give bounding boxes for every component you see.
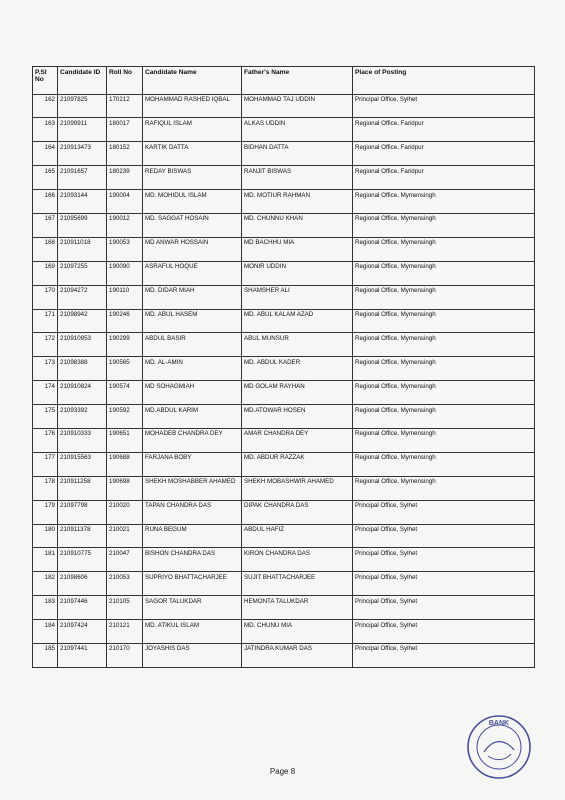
cell-candidate-id: 210911258 [58,476,107,500]
cell-candidate-id: 210911378 [58,524,107,548]
cell-candidate-id: 210913473 [58,142,107,166]
cell-roll-no: 210170 [107,643,143,667]
cell-father-name: AMAR CHANDRA DEY [242,428,353,452]
table-row [33,452,535,476]
table-row [33,94,535,118]
cell-place-of-posting: Regional Office, Faridpur [353,118,535,142]
header-sl: P.Sl No [33,67,58,95]
cell-candidate-name: MD. ABUL HASEM [143,309,242,333]
table-row [33,428,535,452]
cell-sl: 162 [33,94,58,118]
cell-candidate-name: MD. DIDAR MIAH [143,285,242,309]
table-row [33,596,535,620]
cell-candidate-id: 21094272 [58,285,107,309]
cell-father-name: MD. CHUNNU KHAN [242,213,353,237]
cell-candidate-id: 21093392 [58,405,107,429]
cell-candidate-name: KARTIK DATTA [143,142,242,166]
cell-place-of-posting: Regional Office, Mymensingh [353,476,535,500]
cell-sl: 179 [33,500,58,524]
cell-place-of-posting: Regional Office, Mymensingh [353,333,535,357]
cell-sl: 182 [33,572,58,596]
cell-place-of-posting: Principal Office, Sylhet [353,572,535,596]
cell-father-name: ALKAS UDDIN [242,118,353,142]
cell-father-name: ABUL MUNSUR [242,333,353,357]
header-roll-no: Roll No [107,67,143,95]
cell-candidate-name: MD. AL-AMIN [143,357,242,381]
cell-father-name: BIDHAN DATTA [242,142,353,166]
cell-father-name: HEMONTA TALUKDAR [242,596,353,620]
cell-place-of-posting: Regional Office, Faridpur [353,166,535,190]
cell-sl: 176 [33,428,58,452]
table-row [33,643,535,667]
cell-candidate-id: 21097798 [58,500,107,524]
cell-place-of-posting: Regional Office, Mymensingh [353,237,535,261]
table-row [33,237,535,261]
cell-father-name: MD BACHHU MIA [242,237,353,261]
table-row [33,309,535,333]
cell-roll-no: 190090 [107,261,143,285]
cell-candidate-name: RUNA BEGUM [143,524,242,548]
table-row [33,166,535,190]
cell-place-of-posting: Regional Office, Faridpur [353,142,535,166]
table-row [33,142,535,166]
cell-roll-no: 190651 [107,428,143,452]
cell-place-of-posting: Regional Office, Mymensingh [353,428,535,452]
cell-candidate-id: 21098606 [58,572,107,596]
cell-candidate-name: SAGOR TALUKDAR [143,596,242,620]
cell-sl: 185 [33,643,58,667]
cell-roll-no: 190004 [107,190,143,214]
cell-candidate-name: TAPAN CHANDRA DAS [143,500,242,524]
cell-father-name: ABDUL HAFIZ [242,524,353,548]
cell-father-name: MONIR UDDIN [242,261,353,285]
cell-candidate-name: BISHON CHANDRA DAS [143,548,242,572]
cell-place-of-posting: Principal Office, Sylhet [353,643,535,667]
cell-place-of-posting: Principal Office, Sylhet [353,620,535,644]
cell-place-of-posting: Regional Office, Mymensingh [353,190,535,214]
cell-roll-no: 180152 [107,142,143,166]
cell-candidate-name: SUPRIYO BHATTACHARJEE [143,572,242,596]
cell-sl: 168 [33,237,58,261]
table-row [33,118,535,142]
cell-sl: 169 [33,261,58,285]
cell-sl: 184 [33,620,58,644]
cell-father-name: SUJIT BHATTACHARJEE [242,572,353,596]
cell-sl: 167 [33,213,58,237]
cell-roll-no: 170212 [107,94,143,118]
cell-candidate-name: JOYASHIS DAS [143,643,242,667]
cell-sl: 163 [33,118,58,142]
cell-roll-no: 210105 [107,596,143,620]
cell-sl: 177 [33,452,58,476]
cell-candidate-name: MD SOHAGMIAH [143,381,242,405]
cell-father-name: DIPAK CHANDRA DAS [242,500,353,524]
cell-candidate-id: 21097424 [58,620,107,644]
cell-sl: 181 [33,548,58,572]
table-row [33,500,535,524]
cell-candidate-id: 21097255 [58,261,107,285]
cell-candidate-name: MD.ABDUL KARIM [143,405,242,429]
cell-father-name: MD. ABUL KALAM AZAD [242,309,353,333]
cell-roll-no: 190688 [107,452,143,476]
table-row [33,405,535,429]
cell-candidate-id: 21098388 [58,357,107,381]
cell-place-of-posting: Regional Office, Mymensingh [353,285,535,309]
cell-place-of-posting: Principal Office, Sylhet [353,548,535,572]
cell-place-of-posting: Principal Office, Sylhet [353,94,535,118]
cell-father-name: MOHAMMAD TAJ UDDIN [242,94,353,118]
cell-candidate-id: 210910953 [58,333,107,357]
cell-sl: 174 [33,381,58,405]
cell-father-name: MD GOLAM RAYHAN [242,381,353,405]
cell-candidate-id: 21097446 [58,596,107,620]
cell-candidate-id: 210910333 [58,428,107,452]
cell-roll-no: 180239 [107,166,143,190]
cell-candidate-id: 21097441 [58,643,107,667]
cell-candidate-id: 210915563 [58,452,107,476]
cell-place-of-posting: Regional Office, Mymensingh [353,381,535,405]
page-number: Page 8 [269,767,296,776]
cell-father-name: RANJIT BISWAS [242,166,353,190]
table-row [33,357,535,381]
cell-roll-no: 210020 [107,500,143,524]
cell-father-name: MD. MOTIUR RAHMAN [242,190,353,214]
cell-sl: 165 [33,166,58,190]
cell-father-name: SHEKH MOBASHWIR AHAMED [242,476,353,500]
cell-candidate-id: 21098942 [58,309,107,333]
cell-candidate-id: 21093144 [58,190,107,214]
cell-sl: 173 [33,357,58,381]
cell-sl: 178 [33,476,58,500]
cell-candidate-id: 21099911 [58,118,107,142]
cell-place-of-posting: Principal Office, Sylhet [353,500,535,524]
cell-candidate-id: 21097825 [58,94,107,118]
cell-father-name: MD. CHUNU MIA [242,620,353,644]
cell-candidate-name: MOHAMMAD RASHED IQBAL [143,94,242,118]
cell-roll-no: 190053 [107,237,143,261]
cell-father-name: MD.ATOWAR HOSEN [242,405,353,429]
header-father-name: Father's Name [242,67,353,95]
header-place-of-posting: Place of Posting [353,67,535,95]
table-row [33,548,535,572]
table-row [33,190,535,214]
cell-roll-no: 210047 [107,548,143,572]
cell-father-name: MD. ABDUR RAZZAK [242,452,353,476]
cell-roll-no: 210053 [107,572,143,596]
cell-father-name: KIRON CHANDRA DAS [242,548,353,572]
cell-roll-no: 210121 [107,620,143,644]
cell-candidate-name: FARJANA BOBY [143,452,242,476]
cell-place-of-posting: Regional Office, Mymensingh [353,309,535,333]
cell-roll-no: 190246 [107,309,143,333]
cell-candidate-id: 210910775 [58,548,107,572]
cell-sl: 170 [33,285,58,309]
header-candidate-id: Candidate ID [58,67,107,95]
cell-candidate-name: MD. SAGGAT HOSAIN [143,213,242,237]
table-row [33,620,535,644]
table-header-row [33,67,535,95]
cell-father-name: MD. ABDUL KADER [242,357,353,381]
cell-place-of-posting: Regional Office, Mymensingh [353,261,535,285]
cell-sl: 166 [33,190,58,214]
cell-candidate-id: 21091657 [58,166,107,190]
cell-roll-no: 190574 [107,381,143,405]
cell-roll-no: 190592 [107,405,143,429]
cell-roll-no: 190698 [107,476,143,500]
table-row [33,333,535,357]
cell-place-of-posting: Principal Office, Sylhet [353,596,535,620]
cell-roll-no: 190299 [107,333,143,357]
cell-roll-no: 190012 [107,213,143,237]
cell-candidate-name: MD ANWAR HOSSAIN [143,237,242,261]
cell-sl: 172 [33,333,58,357]
cell-candidate-name: ASRAFUL HOQUE [143,261,242,285]
cell-sl: 171 [33,309,58,333]
header-candidate-name: Candidate Name [143,67,242,95]
cell-roll-no: 190110 [107,285,143,309]
cell-candidate-name: MD. MOHIDUL ISLAM [143,190,242,214]
cell-roll-no: 180017 [107,118,143,142]
cell-sl: 183 [33,596,58,620]
cell-candidate-id: 210910824 [58,381,107,405]
cell-sl: 175 [33,405,58,429]
cell-roll-no: 210021 [107,524,143,548]
cell-candidate-name: RAFIQUL ISLAM [143,118,242,142]
candidate-posting-table [32,66,535,668]
table-row [33,381,535,405]
svg-text:BANK: BANK [488,720,510,727]
cell-candidate-name: REDAY BISWAS [143,166,242,190]
cell-candidate-id: 21095699 [58,213,107,237]
cell-candidate-name: SHEKH MOSHABBER AHAMED [143,476,242,500]
table-row [33,572,535,596]
cell-place-of-posting: Regional Office, Mymensingh [353,452,535,476]
cell-candidate-name: MD. ATIKUL ISLAM [143,620,242,644]
cell-sl: 164 [33,142,58,166]
cell-roll-no: 190565 [107,357,143,381]
cell-candidate-name: ABDUL BASIR [143,333,242,357]
table-row [33,524,535,548]
table-row [33,476,535,500]
table-row [33,213,535,237]
cell-father-name: JATINDRA KUMAR DAS [242,643,353,667]
cell-father-name: SHAMSHER ALI [242,285,353,309]
cell-sl: 180 [33,524,58,548]
cell-place-of-posting: Principal Office, Sylhet [353,524,535,548]
cell-candidate-id: 210911018 [58,237,107,261]
cell-place-of-posting: Regional Office, Mymensingh [353,405,535,429]
cell-place-of-posting: Regional Office, Mymensingh [353,213,535,237]
cell-place-of-posting: Regional Office, Mymensingh [353,357,535,381]
table-row [33,261,535,285]
cell-candidate-name: MOHADEB CHANDRA DEY [143,428,242,452]
table-row [33,285,535,309]
